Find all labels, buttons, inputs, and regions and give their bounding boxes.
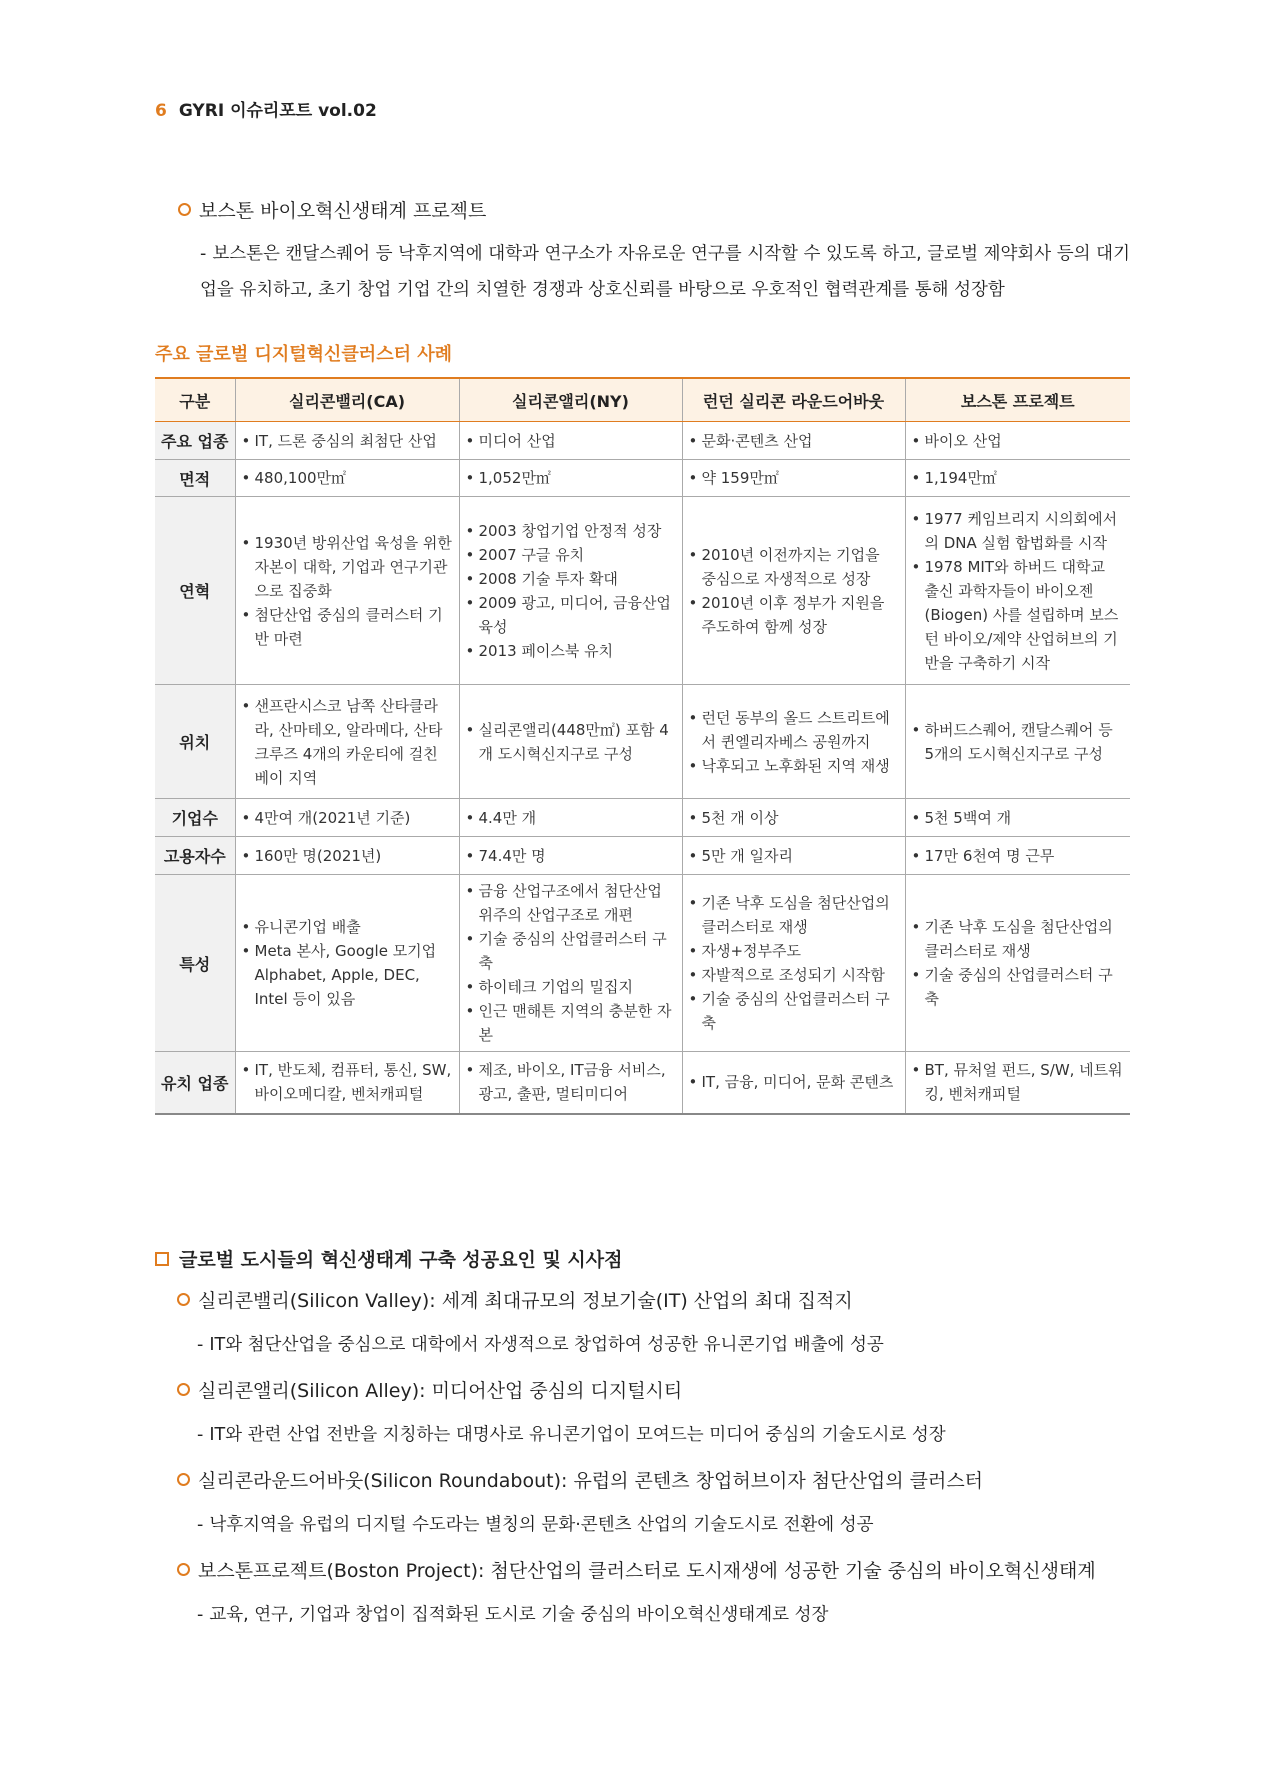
- row-header: 위치: [155, 685, 235, 799]
- cell-bullet-list: [242, 694, 453, 790]
- cell-bullet-list: [912, 806, 1125, 830]
- finding-detail-text: 교육, 연구, 기업과 창업이 집적화된 도시로 기술 중심의 바이오혁신생태계로 성장: [209, 1605, 829, 1625]
- cell-bullet-item: • 하버드스퀘어, 캔달스퀘어 등 5개의 도시혁신지구로 구성: [912, 718, 1125, 766]
- section1-paragraph: - 보스톤은 캔달스퀘어 등 낙후지역에 대학과 연구소가 자유로운 연구를 시작할 수 있도록 하고, 글로벌 제약회사 등의 대기업을 유치하고, 초기 창업 기업 간의 치열한 경쟁과 상호신뢰를 바탕으로 우호적인 협력관계를 통해 성장함: [200, 244, 1130, 300]
- finding-detail-text: 낙후지역을 유럽의 디지털 수도라는 별칭의 문화·콘텐츠 산업의 기술도시로 전환에 성공: [209, 1515, 874, 1535]
- cell-bullet-item: • IT, 드론 중심의 최첨단 산업: [242, 429, 453, 453]
- cell-bullet-list: [242, 531, 453, 651]
- table-cell: [905, 497, 1130, 685]
- cell-bullet-item: • 2010년 이전까지는 기업을 중심으로 자생적으로 성장: [689, 543, 899, 591]
- cell-bullet-list: [242, 806, 453, 830]
- table-cell: [459, 837, 682, 875]
- finding-detail: - 교육, 연구, 기업과 창업이 집적화된 도시로 기술 중심의 바이오혁신생태계로 성장: [197, 1605, 829, 1625]
- cell-bullet-item: • 인근 맨해튼 지역의 충분한 자본: [466, 999, 676, 1047]
- table-row: [155, 837, 1130, 875]
- finding-title: 보스톤프로젝트(Boston Project): 첨단산업의 클러스터로 도시재생에 성공한 기술 중심의 바이오혁신생태계: [198, 1560, 1096, 1582]
- cell-bullet-item: • IT, 금융, 미디어, 문화 콘텐츠: [689, 1070, 899, 1094]
- finding-detail-text: IT와 첨단산업을 중심으로 대학에서 자생적으로 창업하여 성공한 유니콘기업 배출에 성공: [209, 1335, 884, 1355]
- table-cell: [682, 837, 905, 875]
- cell-bullet-item: • 유니콘기업 배출: [242, 915, 453, 939]
- cell-bullet-list: [466, 519, 676, 663]
- table-cell: [682, 460, 905, 497]
- cell-bullet-item: • 기존 낙후 도심을 첨단산업의 클러스터로 재생: [912, 915, 1125, 963]
- cell-bullet-item: • 1,052만㎡: [466, 466, 676, 490]
- cell-bullet-list: [912, 844, 1125, 868]
- cell-bullet-list: [689, 844, 899, 868]
- row-header: 연혁: [155, 497, 235, 685]
- table-cell: [682, 1052, 905, 1114]
- cell-bullet-item: • Meta 본사, Google 모기업 Alphabet, Apple, DEC, Intel 등이 있음: [242, 939, 453, 1011]
- cell-bullet-list: [242, 429, 453, 453]
- finding-title: 실리콘밸리(Silicon Valley): 세계 최대규모의 정보기술(IT) 산업의 최대 집적지: [198, 1290, 853, 1312]
- table-cell: [682, 497, 905, 685]
- table-row: [155, 460, 1130, 497]
- cluster-table: [155, 377, 1130, 1115]
- table-cell: [682, 685, 905, 799]
- table-cell: [905, 875, 1130, 1052]
- cell-bullet-item: • 약 159만㎡: [689, 466, 899, 490]
- cell-bullet-list: [689, 429, 899, 453]
- cell-bullet-item: • 4만여 개(2021년 기준): [242, 806, 453, 830]
- section1-heading: [178, 196, 486, 223]
- cell-bullet-list: [242, 844, 453, 868]
- section1-title: 보스톤 바이오혁신생태계 프로젝트: [199, 200, 487, 222]
- finding-title: 실리콘라운드어바웃(Silicon Roundabout): 유럽의 콘텐츠 창업허브이자 첨단산업의 클러스터: [198, 1470, 984, 1492]
- table-cell: [905, 685, 1130, 799]
- table-row: [155, 422, 1130, 460]
- cell-bullet-list: [912, 429, 1125, 453]
- cell-bullet-item: • IT, 반도체, 컴퓨터, 통신, SW, 바이오메디칼, 벤처캐피털: [242, 1058, 453, 1106]
- table-cell: [235, 875, 459, 1052]
- cell-bullet-item: • 5천 개 이상: [689, 806, 899, 830]
- table-cell: [459, 1052, 682, 1114]
- cell-bullet-item: • 2009 광고, 미디어, 금융산업 육성: [466, 591, 676, 639]
- table-cell: [905, 460, 1130, 497]
- cell-bullet-item: • 2010년 이후 정부가 지원을 주도하여 함께 성장: [689, 591, 899, 639]
- cell-bullet-item: • 5만 개 일자리: [689, 844, 899, 868]
- cell-bullet-item: • 2013 페이스북 유치: [466, 639, 676, 663]
- cell-bullet-item: • 2008 기술 투자 확대: [466, 567, 676, 591]
- cell-bullet-item: • 기술 중심의 산업클러스터 구축: [466, 927, 676, 975]
- finding-detail: - IT와 첨단산업을 중심으로 대학에서 자생적으로 창업하여 성공한 유니콘기업 배출에 성공: [197, 1335, 884, 1355]
- table-header: 실리콘앨리(NY): [459, 378, 682, 422]
- cell-bullet-item: • 첨단산업 중심의 클러스터 기반 마련: [242, 603, 453, 651]
- table-cell: [905, 1052, 1130, 1114]
- table-cell: [682, 799, 905, 837]
- cell-bullet-item: • 기존 낙후 도심을 첨단산업의 클러스터로 재생: [689, 891, 899, 939]
- page-header: [155, 96, 377, 121]
- finding-heading: [177, 1376, 1130, 1403]
- cell-bullet-list: [912, 507, 1125, 675]
- cell-bullet-item: • 74.4만 명: [466, 844, 676, 868]
- table-cell: [459, 875, 682, 1052]
- cell-bullet-list: [689, 806, 899, 830]
- cell-bullet-list: [912, 915, 1125, 1011]
- table-cell: [459, 497, 682, 685]
- finding-heading: [177, 1556, 1130, 1583]
- table-row: [155, 1052, 1130, 1114]
- circle-bullet-icon: [178, 203, 191, 216]
- row-header: 유치 업종: [155, 1052, 235, 1114]
- cell-bullet-list: [466, 429, 676, 453]
- table-cell: [905, 422, 1130, 460]
- table-cell: [235, 497, 459, 685]
- table-row: [155, 875, 1130, 1052]
- cell-bullet-list: [912, 466, 1125, 490]
- cell-bullet-item: • 기술 중심의 산업클러스터 구축: [689, 987, 899, 1035]
- cell-bullet-item: • 제조, 바이오, IT금융 서비스, 광고, 출판, 멀티미디어: [466, 1058, 676, 1106]
- table-cell: [235, 460, 459, 497]
- table-cell: [682, 875, 905, 1052]
- circle-bullet-icon: [177, 1383, 190, 1396]
- cell-bullet-list: [242, 915, 453, 1011]
- cell-bullet-list: [466, 466, 676, 490]
- cell-bullet-item: • 2007 구글 유치: [466, 543, 676, 567]
- cell-bullet-item: • 런던 동부의 올드 스트리트에서 퀸엘리자베스 공원까지: [689, 706, 899, 754]
- cell-bullet-item: • 실리콘앨리(448만㎡) 포함 4개 도시혁신지구로 구성: [466, 718, 676, 766]
- cell-bullet-item: • 금융 산업구조에서 첨단산업 위주의 산업구조로 개편: [466, 879, 676, 927]
- cell-bullet-list: [466, 1058, 676, 1106]
- cell-bullet-item: • 1978 MIT와 하버드 대학교 출신 과학자들이 바이오젠(Biogen) 사를 설립하며 보스턴 바이오/제약 산업허브의 기반을 구축하기 시작: [912, 555, 1125, 675]
- table-cell: [235, 837, 459, 875]
- cell-bullet-list: [689, 1070, 899, 1094]
- cell-bullet-list: [689, 466, 899, 490]
- cell-bullet-list: [242, 1058, 453, 1106]
- table-cell: [235, 422, 459, 460]
- finding-title: 실리콘앨리(Silicon Alley): 미디어산업 중심의 디지털시티: [198, 1380, 683, 1402]
- square-bullet-icon: [155, 1252, 169, 1266]
- cell-bullet-item: • 자발적으로 조성되기 시작함: [689, 963, 899, 987]
- finding-detail-text: IT와 관련 산업 전반을 지칭하는 대명사로 유니콘기업이 모여드는 미디어 중심의 기술도시로 성장: [209, 1425, 946, 1445]
- cell-bullet-item: • 하이테크 기업의 밀집지: [466, 975, 676, 999]
- cell-bullet-list: [689, 891, 899, 1035]
- cell-bullet-item: • 480,100만㎡: [242, 466, 453, 490]
- table-row: [155, 497, 1130, 685]
- circle-bullet-icon: [177, 1473, 190, 1486]
- row-header: 면적: [155, 460, 235, 497]
- table-cell: [459, 685, 682, 799]
- table-cell: [235, 1052, 459, 1114]
- table-row: [155, 685, 1130, 799]
- cell-bullet-item: • 자생+정부주도: [689, 939, 899, 963]
- circle-bullet-icon: [177, 1293, 190, 1306]
- cell-bullet-item: • BT, 뮤처얼 펀드, S/W, 네트워킹, 벤처캐피털: [912, 1058, 1125, 1106]
- cell-bullet-item: • 1,194만㎡: [912, 466, 1125, 490]
- table-cell: [235, 685, 459, 799]
- table-caption: 주요 글로벌 디지털혁신클러스터 사례: [155, 344, 453, 365]
- cell-bullet-item: • 1977 케임브리지 시의회에서 의 DNA 실험 합법화를 시작: [912, 507, 1125, 555]
- cell-bullet-list: [242, 466, 453, 490]
- table-header: 보스톤 프로젝트: [905, 378, 1130, 422]
- section2-heading: [155, 1245, 1130, 1272]
- section2: [155, 1245, 1130, 1646]
- table-cell: [905, 837, 1130, 875]
- cell-bullet-list: [466, 844, 676, 868]
- table-row: [155, 799, 1130, 837]
- finding-heading: [177, 1466, 1130, 1493]
- cell-bullet-item: • 기술 중심의 산업클러스터 구축: [912, 963, 1125, 1011]
- cell-bullet-item: • 낙후되고 노후화된 지역 재생: [689, 754, 899, 778]
- table-header: 구분: [155, 378, 235, 422]
- cell-bullet-list: [466, 806, 676, 830]
- circle-bullet-icon: [177, 1563, 190, 1576]
- row-header: 기업수: [155, 799, 235, 837]
- cell-bullet-item: • 2003 창업기업 안정적 성장: [466, 519, 676, 543]
- row-header: 고용자수: [155, 837, 235, 875]
- cell-bullet-item: • 4.4만 개: [466, 806, 676, 830]
- section1-text: 보스톤은 캔달스퀘어 등 낙후지역에 대학과 연구소가 자유로운 연구를 시작할 수 있도록 하고, 글로벌 제약회사 등의 대기업을 유치하고, 초기 창업 기업 간의 치열한 경쟁과 상호신뢰를 바탕으로 우호적인 협력관계를 통해 성장함: [200, 244, 1130, 300]
- cell-bullet-item: • 5천 5백여 개: [912, 806, 1125, 830]
- section2-title: 글로벌 도시들의 혁신생태계 구축 성공요인 및 시사점: [179, 1249, 623, 1271]
- cell-bullet-list: [689, 706, 899, 778]
- table-cell: [235, 799, 459, 837]
- row-header: 특성: [155, 875, 235, 1052]
- table-cell: [905, 799, 1130, 837]
- report-title: GYRI 이슈리포트 vol.02: [178, 101, 377, 121]
- cell-bullet-list: [466, 879, 676, 1047]
- cell-bullet-list: [912, 718, 1125, 766]
- cell-bullet-item: • 바이오 산업: [912, 429, 1125, 453]
- table-header: 실리콘밸리(CA): [235, 378, 459, 422]
- finding-detail: - IT와 관련 산업 전반을 지칭하는 대명사로 유니콘기업이 모여드는 미디어 중심의 기술도시로 성장: [197, 1425, 946, 1445]
- table-cell: [459, 460, 682, 497]
- cell-bullet-item: • 샌프란시스코 남쪽 산타클라라, 산마테오, 알라메다, 산타크루즈 4개의 카운티에 걸친 베이 지역: [242, 694, 453, 790]
- page-number: 6: [155, 101, 167, 121]
- table-cell: [682, 422, 905, 460]
- finding-heading: [177, 1286, 1130, 1313]
- row-header: 주요 업종: [155, 422, 235, 460]
- cell-bullet-item: • 1930년 방위산업 육성을 위한 자본이 대학, 기업과 연구기관으로 집중화: [242, 531, 453, 603]
- cell-bullet-list: [912, 1058, 1125, 1106]
- cell-bullet-item: • 17만 6천여 명 근무: [912, 844, 1125, 868]
- cell-bullet-list: [466, 718, 676, 766]
- cell-bullet-list: [689, 543, 899, 639]
- table-cell: [459, 422, 682, 460]
- finding-detail: - 낙후지역을 유럽의 디지털 수도라는 별칭의 문화·콘텐츠 산업의 기술도시로 전환에 성공: [197, 1515, 874, 1535]
- cell-bullet-item: • 미디어 산업: [466, 429, 676, 453]
- cell-bullet-item: • 160만 명(2021년): [242, 844, 453, 868]
- cell-bullet-item: • 문화·콘텐츠 산업: [689, 429, 899, 453]
- table-header-row: [155, 378, 1130, 422]
- table-cell: [459, 799, 682, 837]
- table-header: 런던 실리콘 라운드어바웃: [682, 378, 905, 422]
